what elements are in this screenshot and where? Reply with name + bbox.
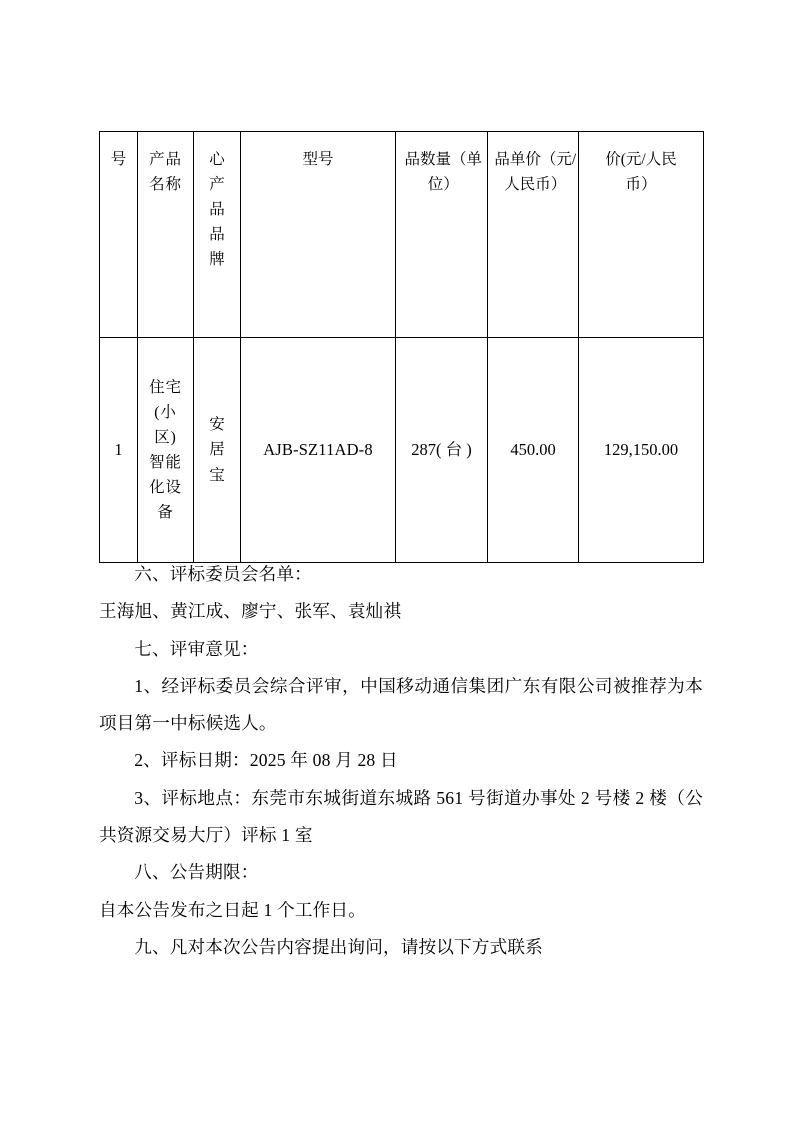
review-opinion-item-2: 2、评标日期：2025 年 08 月 28 日 <box>134 750 398 771</box>
table-header-product-name <box>138 132 194 338</box>
table-header-no-label: 号 <box>110 151 127 168</box>
announcement-period-text: 自本公告发布之日起 1 个工作日。 <box>99 899 366 920</box>
table-header-no <box>100 132 138 338</box>
table-header-core-brand <box>194 132 241 338</box>
cell-total-price-value: 129,150.00 <box>603 439 679 459</box>
table-header-total-price <box>579 132 704 338</box>
cell-core-brand <box>194 338 241 563</box>
cell-model-value: AJB-SZ11AD-8 <box>263 439 373 459</box>
section-seven-heading: 七、评审意见： <box>134 638 259 659</box>
table-header-unit-price <box>488 132 579 338</box>
cell-product-name <box>138 338 194 563</box>
cell-product-name-value: 住宅(小区)智能化设备 <box>149 378 182 522</box>
cell-no <box>100 338 138 563</box>
table-header-model-label: 型号 <box>302 151 334 168</box>
cell-unit-price <box>488 338 579 563</box>
table-header-core-brand-label: 心产品品牌 <box>209 151 225 269</box>
cell-total-price <box>579 338 704 563</box>
cell-unit-price-value: 450.00 <box>510 439 556 459</box>
table-header-quantity-label: 品数量（单位） <box>404 151 483 194</box>
review-opinion-item-3: 3、评标地点：东莞市东城街道东城路 561 号街道办事处 2 号楼 2 楼（公共资源交易大厅）评标 1 室 <box>99 787 703 846</box>
cell-no-value: 1 <box>114 439 123 459</box>
section-nine-heading: 九、凡对本次公告内容提出询问，请按以下方式联系 <box>134 936 543 957</box>
document-body <box>99 556 703 966</box>
cell-core-brand-value: 安居宝 <box>209 416 225 484</box>
bid-items-table <box>99 131 704 563</box>
table-header-total-price-label: 价(元/人民币） <box>605 151 677 194</box>
cell-quantity <box>396 338 488 563</box>
table-header-unit-price-label: 品单价（元/人民币） <box>494 151 577 194</box>
cell-model <box>241 338 396 563</box>
table-header-model <box>241 132 396 338</box>
table-header-product-name-label: 产品名称 <box>149 151 182 194</box>
table-header-quantity <box>396 132 488 338</box>
section-six-heading: 六、评标委员会名单： <box>134 564 312 584</box>
review-opinion-item-1: 1、经评标委员会综合评审，中国移动通信集团广东有限公司被推荐为本项目第一中标候选人。 <box>99 675 703 734</box>
table-row <box>100 338 704 563</box>
committee-members-list: 王海旭、黄江成、廖宁、张军、袁灿祺 <box>99 601 402 622</box>
cell-quantity-value: 287( 台 ) <box>411 439 472 459</box>
table-header-row <box>100 132 704 338</box>
section-eight-heading: 八、公告期限： <box>134 862 259 883</box>
bid-items-table-container <box>99 131 703 563</box>
